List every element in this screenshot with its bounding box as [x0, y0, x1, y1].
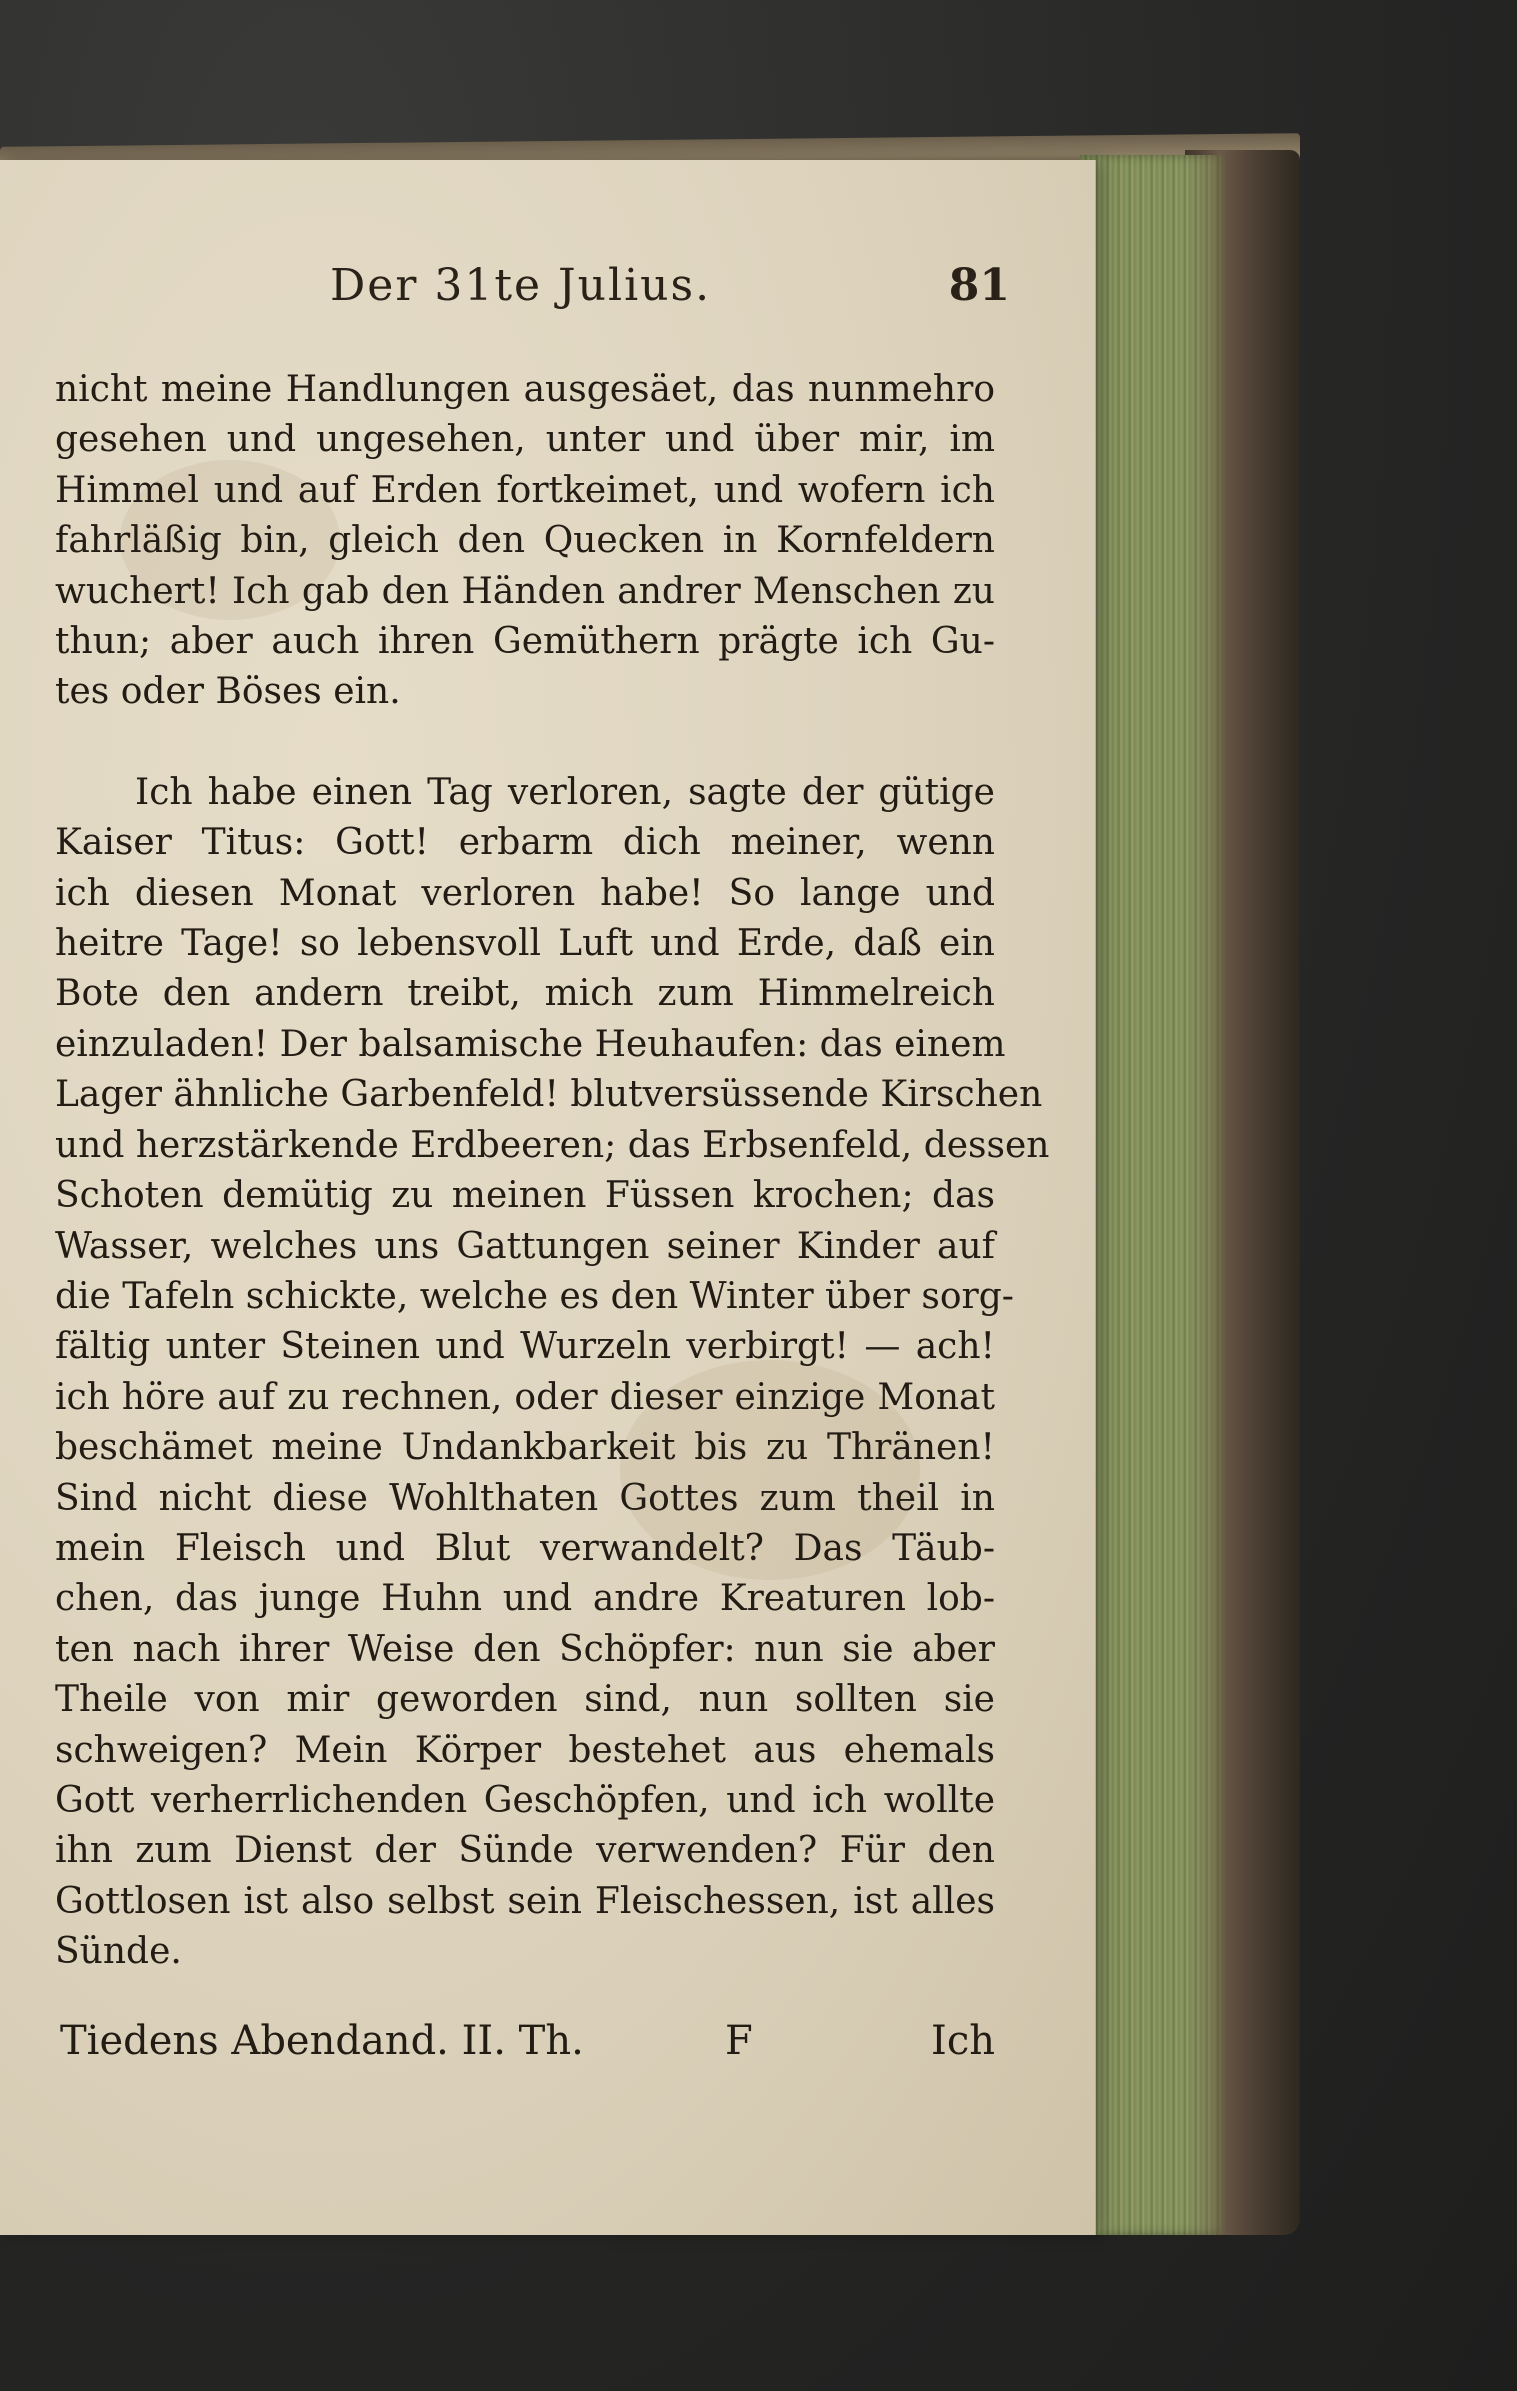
- catchword: Ich: [931, 2018, 995, 2064]
- text-line: Sind nicht diese Wohlthaten Gottes zum theil in: [55, 1477, 995, 1519]
- page-block-edges: [1080, 155, 1225, 2235]
- text-line: und herzstärkende Erdbeeren; das Erbsenfeld, dessen: [55, 1124, 1050, 1166]
- text-line: nicht meine Handlungen ausgesäet, das nunmehro: [55, 369, 995, 410]
- text-line: Theile von mir geworden sind, nun sollten sie: [55, 1679, 995, 1721]
- page-header: [330, 260, 1010, 330]
- running-head: Der 31te Julius.: [330, 260, 712, 311]
- text-line: beschämet meine Undankbarkeit bis zu Thränen!: [55, 1427, 995, 1469]
- text-line: ihn zum Dienst der Sünde verwenden? Für den: [55, 1830, 995, 1872]
- text-line: thun; aber auch ihren Gemüthern prägte ich Gu-: [55, 621, 995, 663]
- book-page: [0, 160, 1096, 2235]
- text-line: schweigen? Mein Körper bestehet aus ehemals: [55, 1729, 995, 1771]
- page-body: [55, 365, 1050, 1978]
- text-line: heitre Tage! so lebensvoll Luft und Erde, daß ein: [55, 923, 995, 965]
- text-line: wuchert! Ich gab den Händen andrer Menschen zu: [55, 570, 995, 612]
- text-line: Ich habe einen Tag verloren, sagte der gütige: [135, 771, 995, 813]
- text-line: Gott verherrlichenden Geschöpfen, und ich wollte: [55, 1779, 995, 1821]
- text-line: Lager ähnliche Garbenfeld! blutversüssende Kirschen: [55, 1074, 1043, 1116]
- page-footer: [60, 2018, 995, 2078]
- text-line: Wasser, welches uns Gattungen seiner Kinder auf: [55, 1225, 995, 1267]
- paragraph-1: [55, 365, 995, 718]
- signature-line: Tiedens Abendand. II. Th.: [60, 2018, 584, 2064]
- text-line: ich höre auf zu rechnen, oder dieser einzige Monat: [55, 1376, 995, 1418]
- paragraph-2: [55, 768, 1050, 1978]
- text-line: Kaiser Titus: Gott! erbarm dich meiner, wenn: [55, 822, 995, 864]
- text-line: einzuladen! Der balsamische Heuhaufen: das einem: [55, 1023, 1006, 1065]
- text-line: Himmel und auf Erden fortkeimet, und wofern ich: [55, 469, 995, 511]
- page-number: 81: [948, 260, 1010, 311]
- signature-mark: F: [725, 2018, 753, 2064]
- text-line: fahrläßig bin, gleich den Quecken in Kornfeldern: [55, 520, 995, 562]
- text-line: chen, das junge Huhn und andre Kreaturen lob-: [55, 1578, 995, 1620]
- text-line: tes oder Böses ein.: [55, 671, 401, 713]
- text-line: Gottlosen ist also selbst sein Fleischessen, ist alles: [55, 1880, 995, 1922]
- text-line: ten nach ihrer Weise den Schöpfer: nun sie aber: [55, 1628, 995, 1670]
- text-line: die Tafeln schickte, welche es den Winter über sorg-: [55, 1275, 1014, 1317]
- text-line: Bote den andern treibt, mich zum Himmelreich: [55, 973, 995, 1015]
- text-line: Sünde.: [55, 1931, 182, 1973]
- text-line: ich diesen Monat verloren habe! So lange und: [55, 872, 995, 914]
- text-line: mein Fleisch und Blut verwandelt? Das Täub-: [55, 1527, 995, 1569]
- text-line: Schoten demütig zu meinen Füssen krochen; das: [55, 1175, 995, 1217]
- text-line: fältig unter Steinen und Wurzeln verbirgt! — ach!: [55, 1326, 995, 1368]
- text-line: gesehen und ungesehen, unter und über mir, im: [55, 419, 995, 461]
